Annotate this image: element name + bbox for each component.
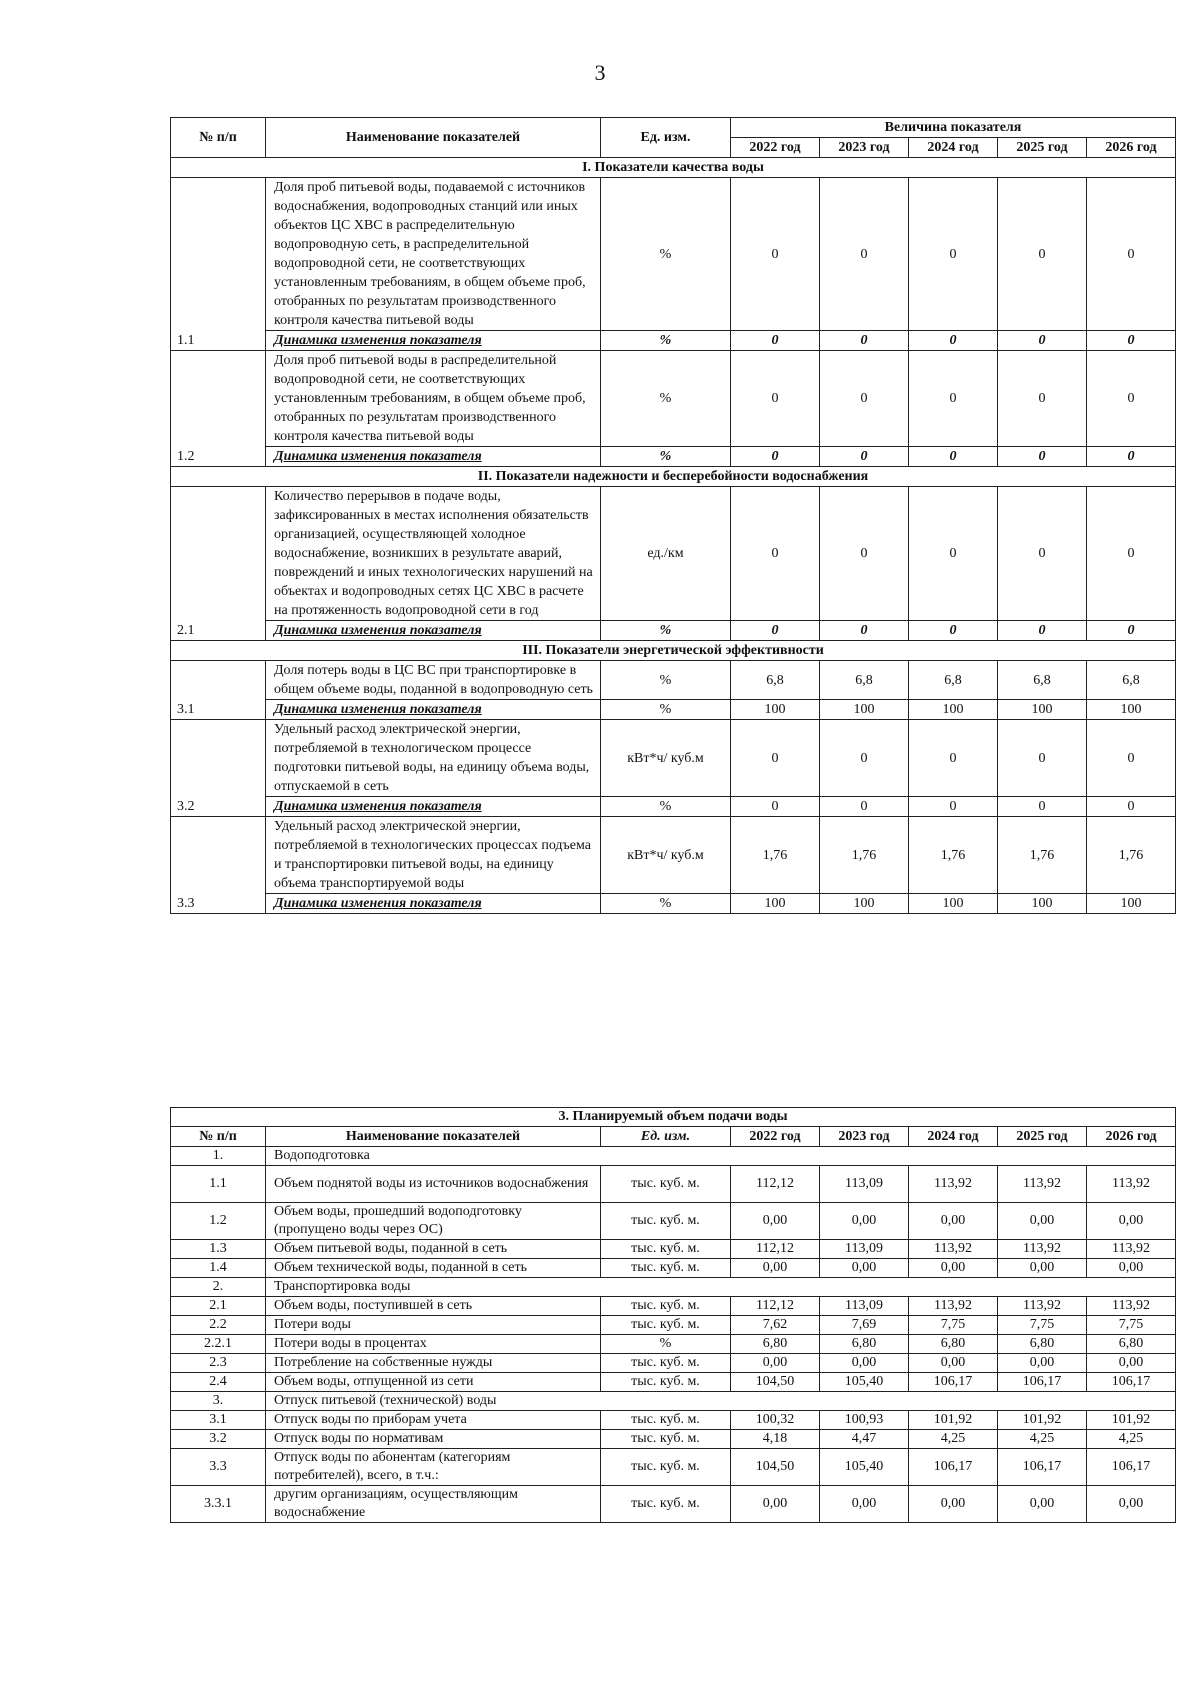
supply-row: [171, 1316, 1176, 1335]
indicator-num: 3.3: [171, 817, 266, 914]
supply-name: Объем питьевой воды, поданной в сеть: [266, 1240, 601, 1259]
indicator-unit: %: [601, 661, 731, 700]
supply-value: 101,92: [1087, 1411, 1176, 1430]
supply-unit: тыс. куб. м.: [601, 1373, 731, 1392]
supply-value: 4,47: [820, 1430, 909, 1449]
dynamics-value: 0: [820, 621, 909, 641]
indicator-num: 3.2: [171, 720, 266, 817]
indicator-value: 1,76: [820, 817, 909, 894]
supply-row: [171, 1373, 1176, 1392]
supply-value: 113,92: [1087, 1297, 1176, 1316]
supply-value: 0,00: [909, 1354, 998, 1373]
indicator-unit: %: [601, 351, 731, 447]
indicators-body: [171, 158, 1176, 914]
indicator-name: Доля потерь воды в ЦС ВС при транспортировке в общем объеме воды, поданной в водопроводную сеть: [266, 661, 601, 700]
supply-name: Потери воды: [266, 1316, 601, 1335]
indicator-num: 2.1: [171, 487, 266, 641]
header-num: № п/п: [171, 118, 266, 158]
indicator-row: [171, 817, 1176, 894]
dynamics-value: 0: [820, 331, 909, 351]
dynamics-value: 100: [1087, 700, 1176, 720]
supply-num: 2.2.1: [171, 1335, 266, 1354]
dynamics-value: 0: [909, 797, 998, 817]
section-title: I. Показатели качества воды: [171, 158, 1176, 178]
supply-row: [171, 1430, 1176, 1449]
supply-num: 2.1: [171, 1297, 266, 1316]
supply-value: 0,00: [731, 1203, 820, 1240]
dynamics-value: 0: [998, 331, 1087, 351]
supply-row: [171, 1259, 1176, 1278]
supply-name: Отпуск воды по нормативам: [266, 1430, 601, 1449]
indicator-value: 6,8: [909, 661, 998, 700]
section-row: [171, 467, 1176, 487]
indicator-value: 6,8: [1087, 661, 1176, 700]
indicator-value: 0: [998, 487, 1087, 621]
dynamics-unit: %: [601, 447, 731, 467]
indicator-value: 0: [820, 487, 909, 621]
dynamics-value: 0: [731, 447, 820, 467]
indicator-value: 0: [731, 487, 820, 621]
indicator-value: 0: [909, 720, 998, 797]
supply-name: Объем воды, отпущенной из сети: [266, 1373, 601, 1392]
dynamics-value: 100: [820, 700, 909, 720]
supply-value: 7,69: [820, 1316, 909, 1335]
supply-group-row: [171, 1392, 1176, 1411]
indicator-unit: кВт*ч/ куб.м: [601, 817, 731, 894]
supply-value: 0,00: [1087, 1486, 1176, 1523]
supply-row: [171, 1354, 1176, 1373]
indicators-table: [170, 117, 1176, 914]
dynamics-label: Динамика изменения показателя: [266, 894, 601, 914]
indicator-value: 0: [1087, 351, 1176, 447]
supply-header-year: 2023 год: [820, 1127, 909, 1147]
supply-row: [171, 1449, 1176, 1486]
supply-unit: тыс. куб. м.: [601, 1203, 731, 1240]
supply-unit: тыс. куб. м.: [601, 1166, 731, 1203]
supply-value: 105,40: [820, 1449, 909, 1486]
dynamics-unit: %: [601, 700, 731, 720]
indicator-value: 1,76: [1087, 817, 1176, 894]
indicator-name: Количество перерывов в подаче воды, зафиксированных в местах исполнения обязательств организацией, осуществляющей холодное водоснабжение, возникших в результате аварий, повреждений и иных технологических нарушений на объектах и водопроводных сетях ЦС ХВС в расчете на протяженность водопроводной сети в год: [266, 487, 601, 621]
supply-table: [170, 1107, 1176, 1523]
supply-num: 3.2: [171, 1430, 266, 1449]
supply-num: 2.2: [171, 1316, 266, 1335]
supply-name: Объем технической воды, поданной в сеть: [266, 1259, 601, 1278]
dynamics-value: 100: [909, 894, 998, 914]
supply-title: 3. Планируемый объем подачи воды: [171, 1108, 1176, 1127]
dynamics-label: Динамика изменения показателя: [266, 621, 601, 641]
supply-value: 7,75: [909, 1316, 998, 1335]
supply-header-year: 2024 год: [909, 1127, 998, 1147]
dynamics-value: 0: [909, 621, 998, 641]
section-row: [171, 158, 1176, 178]
supply-value: 113,92: [998, 1240, 1087, 1259]
supply-name: Объем поднятой воды из источников водоснабжения: [266, 1166, 601, 1203]
supply-value: 4,25: [909, 1430, 998, 1449]
dynamics-label: Динамика изменения показателя: [266, 700, 601, 720]
supply-row: [171, 1297, 1176, 1316]
supply-name: Объем воды, прошедший водоподготовку (пропущено воды через ОС): [266, 1203, 601, 1240]
dynamics-label: Динамика изменения показателя: [266, 797, 601, 817]
dynamics-value: 0: [1087, 797, 1176, 817]
supply-value: 4,18: [731, 1430, 820, 1449]
indicator-value: 6,8: [820, 661, 909, 700]
supply-unit: %: [601, 1335, 731, 1354]
supply-name: Отпуск воды по абонентам (категориям потребителей), всего, в т.ч.:: [266, 1449, 601, 1486]
supply-value: 0,00: [909, 1203, 998, 1240]
supply-value: 113,92: [909, 1166, 998, 1203]
dynamics-label: Динамика изменения показателя: [266, 331, 601, 351]
supply-value: 0,00: [1087, 1203, 1176, 1240]
indicator-value: 0: [909, 351, 998, 447]
supply-num: 2.: [171, 1278, 266, 1297]
supply-value: 106,17: [998, 1449, 1087, 1486]
indicator-row: [171, 351, 1176, 447]
indicator-name: Удельный расход электрической энергии, потребляемой в технологическом процессе подготовки питьевой воды, на единицу объема воды, отпускаемой в сеть: [266, 720, 601, 797]
dynamics-value: 0: [998, 621, 1087, 641]
supply-name: Объем воды, поступившей в сеть: [266, 1297, 601, 1316]
supply-value: 106,17: [998, 1373, 1087, 1392]
dynamics-value: 0: [998, 447, 1087, 467]
supply-value: 104,50: [731, 1373, 820, 1392]
indicator-value: 1,76: [998, 817, 1087, 894]
supply-value: 4,25: [1087, 1430, 1176, 1449]
supply-value: 0,00: [731, 1259, 820, 1278]
supply-num: 3.1: [171, 1411, 266, 1430]
indicator-value: 0: [998, 178, 1087, 331]
dynamics-value: 0: [909, 447, 998, 467]
supply-unit: тыс. куб. м.: [601, 1411, 731, 1430]
indicator-value: 0: [820, 351, 909, 447]
supply-value: 0,00: [998, 1259, 1087, 1278]
supply-value: 113,92: [909, 1240, 998, 1259]
supply-value: 100,32: [731, 1411, 820, 1430]
supply-group-name: Транспортировка воды: [266, 1278, 1176, 1297]
indicator-name: Доля проб питьевой воды в распределительной водопроводной сети, не соответствующих установленным требованиям, в общем объеме проб, отобранных по результатам производственного контроля качества питьевой воды: [266, 351, 601, 447]
supply-value: 113,09: [820, 1297, 909, 1316]
indicator-value: 0: [820, 178, 909, 331]
supply-unit: тыс. куб. м.: [601, 1449, 731, 1486]
supply-unit: тыс. куб. м.: [601, 1259, 731, 1278]
supply-value: 7,75: [998, 1316, 1087, 1335]
supply-num: 3.3: [171, 1449, 266, 1486]
indicator-row: [171, 487, 1176, 621]
indicator-unit: ед./км: [601, 487, 731, 621]
supply-name: Потери воды в процентах: [266, 1335, 601, 1354]
supply-value: 113,92: [909, 1297, 998, 1316]
supply-unit: тыс. куб. м.: [601, 1297, 731, 1316]
supply-num: 2.4: [171, 1373, 266, 1392]
supply-value: 0,00: [820, 1259, 909, 1278]
indicator-num: 1.2: [171, 351, 266, 467]
header-year: 2024 год: [909, 138, 998, 158]
supply-header-year: 2025 год: [998, 1127, 1087, 1147]
supply-value: 7,62: [731, 1316, 820, 1335]
indicator-value: 1,76: [909, 817, 998, 894]
section-title: II. Показатели надежности и бесперебойности водоснабжения: [171, 467, 1176, 487]
dynamics-value: 100: [998, 700, 1087, 720]
supply-value: 0,00: [820, 1354, 909, 1373]
indicator-value: 0: [731, 351, 820, 447]
supply-value: 100,93: [820, 1411, 909, 1430]
dynamics-value: 100: [731, 700, 820, 720]
indicator-name: Удельный расход электрической энергии, потребляемой в технологических процессах подъема и транспортировки питьевой воды, на единицу объема транспортируемой воды: [266, 817, 601, 894]
dynamics-value: 100: [909, 700, 998, 720]
supply-value: 112,12: [731, 1240, 820, 1259]
supply-value: 101,92: [998, 1411, 1087, 1430]
indicator-value: 0: [909, 487, 998, 621]
dynamics-value: 0: [731, 331, 820, 351]
supply-value: 113,09: [820, 1166, 909, 1203]
supply-value: 112,12: [731, 1297, 820, 1316]
indicator-num: 1.1: [171, 178, 266, 351]
indicator-row: [171, 720, 1176, 797]
supply-group-name: Водоподготовка: [266, 1147, 1176, 1166]
supply-value: 6,80: [909, 1335, 998, 1354]
dynamics-row: [171, 447, 1176, 467]
supply-value: 0,00: [909, 1486, 998, 1523]
dynamics-unit: %: [601, 797, 731, 817]
header-value: Величина показателя: [731, 118, 1176, 138]
indicator-name: Доля проб питьевой воды, подаваемой с источников водоснабжения, водопроводных станций или иных объектов ЦС ХВС в распределительную водопроводную сеть, в распределительной водопроводной сети, не соответствующих установленным требованиям, в общем объеме проб, отобранных по результатам производственного контроля качества питьевой воды: [266, 178, 601, 331]
supply-value: 0,00: [820, 1486, 909, 1523]
indicator-value: 0: [820, 720, 909, 797]
supply-value: 113,92: [998, 1297, 1087, 1316]
dynamics-row: [171, 700, 1176, 720]
supply-header-num: № п/п: [171, 1127, 266, 1147]
indicator-unit: %: [601, 178, 731, 331]
supply-header-name: Наименование показателей: [266, 1127, 601, 1147]
indicator-row: [171, 178, 1176, 331]
indicator-value: 6,8: [731, 661, 820, 700]
dynamics-row: [171, 894, 1176, 914]
dynamics-value: 0: [731, 621, 820, 641]
header-year: 2025 год: [998, 138, 1087, 158]
indicator-unit: кВт*ч/ куб.м: [601, 720, 731, 797]
supply-name: другим организациям, осуществляющим водоснабжение: [266, 1486, 601, 1523]
dynamics-unit: %: [601, 621, 731, 641]
supply-row: [171, 1240, 1176, 1259]
supply-value: 106,17: [909, 1373, 998, 1392]
dynamics-unit: %: [601, 894, 731, 914]
supply-value: 106,17: [1087, 1373, 1176, 1392]
supply-header-unit: Ед. изм.: [601, 1127, 731, 1147]
supply-value: 106,17: [909, 1449, 998, 1486]
dynamics-value: 0: [1087, 447, 1176, 467]
supply-group-row: [171, 1147, 1176, 1166]
supply-row: [171, 1335, 1176, 1354]
supply-value: 0,00: [998, 1203, 1087, 1240]
supply-value: 6,80: [998, 1335, 1087, 1354]
header-name: Наименование показателей: [266, 118, 601, 158]
indicator-value: 0: [998, 351, 1087, 447]
supply-value: 104,50: [731, 1449, 820, 1486]
dynamics-value: 100: [820, 894, 909, 914]
dynamics-row: [171, 621, 1176, 641]
indicator-value: 0: [1087, 720, 1176, 797]
dynamics-value: 0: [820, 447, 909, 467]
indicator-value: 0: [731, 720, 820, 797]
supply-unit: тыс. куб. м.: [601, 1316, 731, 1335]
page-number: 3: [594, 60, 606, 85]
dynamics-value: 0: [1087, 621, 1176, 641]
supply-value: 113,92: [1087, 1166, 1176, 1203]
supply-value: 105,40: [820, 1373, 909, 1392]
supply-value: 113,92: [1087, 1240, 1176, 1259]
supply-value: 101,92: [909, 1411, 998, 1430]
indicator-value: 0: [1087, 487, 1176, 621]
supply-unit: тыс. куб. м.: [601, 1486, 731, 1523]
supply-num: 2.3: [171, 1354, 266, 1373]
supply-row: [171, 1411, 1176, 1430]
dynamics-value: 100: [1087, 894, 1176, 914]
indicator-value: 0: [998, 720, 1087, 797]
supply-row: [171, 1486, 1176, 1523]
header-year: 2022 год: [731, 138, 820, 158]
dynamics-value: 0: [1087, 331, 1176, 351]
dynamics-value: 100: [998, 894, 1087, 914]
dynamics-value: 0: [731, 797, 820, 817]
supply-value: 6,80: [1087, 1335, 1176, 1354]
supply-row: [171, 1166, 1176, 1203]
dynamics-value: 0: [909, 331, 998, 351]
dynamics-row: [171, 331, 1176, 351]
supply-unit: тыс. куб. м.: [601, 1430, 731, 1449]
supply-value: 113,09: [820, 1240, 909, 1259]
header-unit: Ед. изм.: [601, 118, 731, 158]
supply-num: 1.2: [171, 1203, 266, 1240]
supply-name: Отпуск воды по приборам учета: [266, 1411, 601, 1430]
header-year: 2023 год: [820, 138, 909, 158]
supply-unit: тыс. куб. м.: [601, 1354, 731, 1373]
indicator-value: 0: [909, 178, 998, 331]
supply-num: 3.: [171, 1392, 266, 1411]
indicator-value: 6,8: [998, 661, 1087, 700]
supply-value: 0,00: [1087, 1354, 1176, 1373]
supply-value: 4,25: [998, 1430, 1087, 1449]
supply-value: 0,00: [731, 1354, 820, 1373]
supply-value: 6,80: [820, 1335, 909, 1354]
indicator-value: 0: [731, 178, 820, 331]
supply-value: 0,00: [820, 1203, 909, 1240]
dynamics-unit: %: [601, 331, 731, 351]
supply-num: 3.3.1: [171, 1486, 266, 1523]
indicator-num: 3.1: [171, 661, 266, 720]
supply-value: 112,12: [731, 1166, 820, 1203]
supply-unit: тыс. куб. м.: [601, 1240, 731, 1259]
indicator-value: 1,76: [731, 817, 820, 894]
supply-num: 1.4: [171, 1259, 266, 1278]
supply-group-row: [171, 1278, 1176, 1297]
indicator-row: [171, 661, 1176, 700]
supply-num: 1.1: [171, 1166, 266, 1203]
supply-row: [171, 1203, 1176, 1240]
supply-value: 0,00: [909, 1259, 998, 1278]
supply-header-year: 2022 год: [731, 1127, 820, 1147]
supply-group-name: Отпуск питьевой (технической) воды: [266, 1392, 1176, 1411]
supply-value: 0,00: [998, 1486, 1087, 1523]
supply-value: 0,00: [731, 1486, 820, 1523]
dynamics-value: 0: [998, 797, 1087, 817]
section-row: [171, 641, 1176, 661]
supply-value: 6,80: [731, 1335, 820, 1354]
supply-header-year: 2026 год: [1087, 1127, 1176, 1147]
dynamics-value: 100: [731, 894, 820, 914]
dynamics-row: [171, 797, 1176, 817]
supply-value: 113,92: [998, 1166, 1087, 1203]
header-year: 2026 год: [1087, 138, 1176, 158]
dynamics-label: Динамика изменения показателя: [266, 447, 601, 467]
dynamics-value: 0: [820, 797, 909, 817]
supply-value: 0,00: [1087, 1259, 1176, 1278]
section-title: III. Показатели энергетической эффективности: [171, 641, 1176, 661]
supply-value: 106,17: [1087, 1449, 1176, 1486]
indicator-value: 0: [1087, 178, 1176, 331]
supply-num: 1.3: [171, 1240, 266, 1259]
supply-body: [171, 1108, 1176, 1523]
supply-num: 1.: [171, 1147, 266, 1166]
supply-value: 0,00: [998, 1354, 1087, 1373]
supply-value: 7,75: [1087, 1316, 1176, 1335]
supply-name: Потребление на собственные нужды: [266, 1354, 601, 1373]
